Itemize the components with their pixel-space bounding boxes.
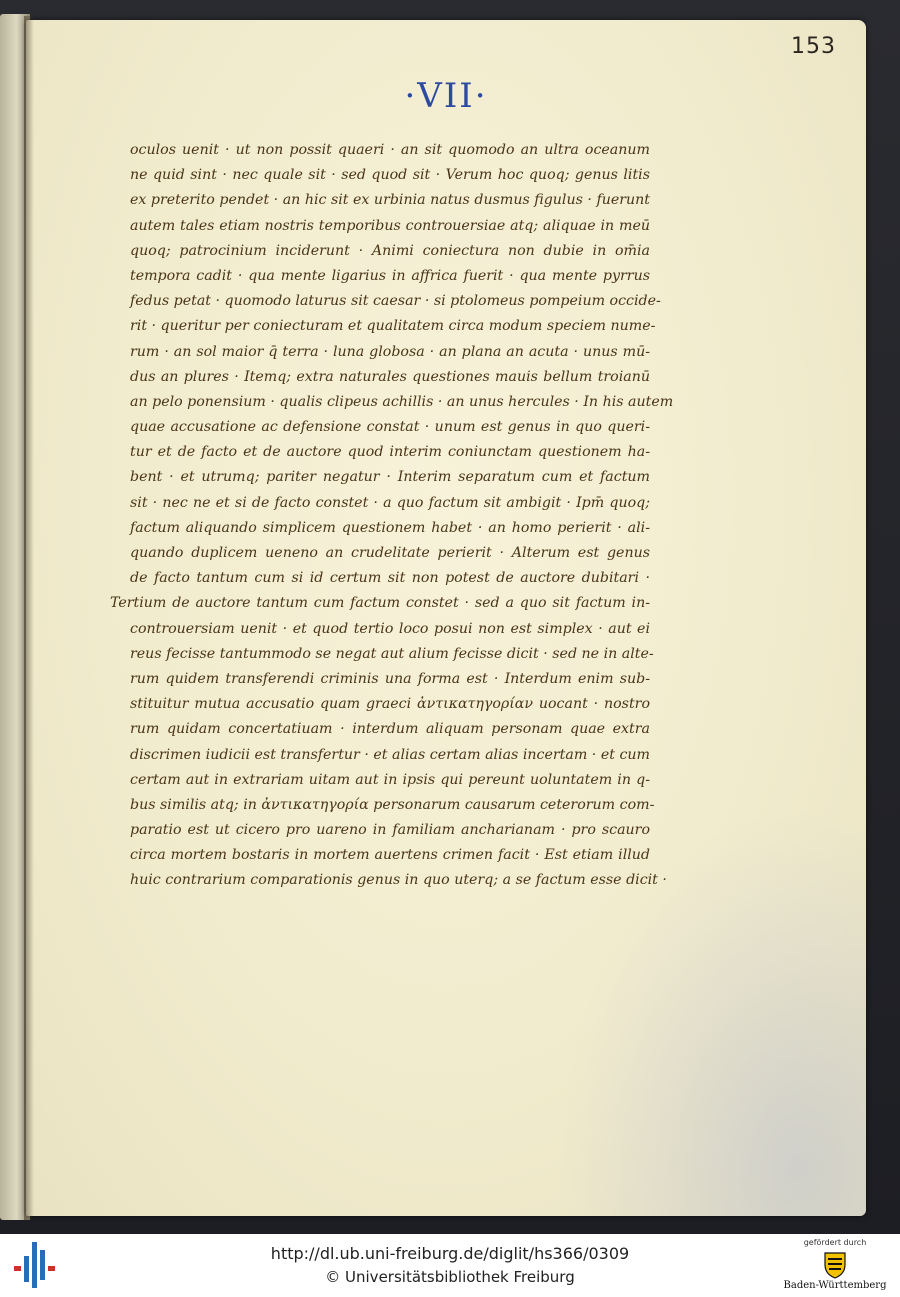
- text-line: circa mortem bostaris in mortem auertens crimen facit · Est etiam illud: [130, 847, 650, 864]
- text-line: paratio est ut cicero pro uareno in familiam ancharianam · pro scauro: [130, 822, 650, 839]
- text-line: fedus petat · quomodo laturus sit caesar · si ptolomeus pompeium occide-: [130, 293, 661, 310]
- text-line: quoq; patrocinium inciderunt · Animi coniectura non dubie in om̄ia: [130, 242, 650, 259]
- text-line: sit · nec ne et si de facto constet · a quo factum sit ambigit · Ipm̄ quoq;: [130, 494, 650, 511]
- text-line: rum quidam concertatiuam · interdum aliquam personam quae extra: [130, 721, 650, 738]
- chapter-heading: ·VII·: [404, 76, 488, 116]
- text-line: discrimen iudicii est transfertur · et alias certam alias incertam · et cum: [130, 746, 650, 763]
- sponsor-name: Baden-Württemberg: [783, 1280, 887, 1291]
- text-line: factum aliquando simplicem questionem habet · an homo perierit · ali-: [130, 519, 650, 536]
- folio-number: 153: [791, 34, 836, 59]
- text-line: reus fecisse tantummodo se negat aut alium fecisse dicit · sed ne in alte-: [130, 645, 654, 662]
- text-line: oculos uenit · ut non possit quaeri · an sit quomodo an ultra oceanum: [130, 142, 650, 158]
- text-line: an pelo ponensium · qualis clipeus achillis · an unus hercules · In his autem: [130, 393, 674, 410]
- text-line: rum quidem transferendi criminis una forma est · Interdum enim sub-: [130, 670, 650, 687]
- text-line: certam aut in extrariam uitam aut in ipsis qui pereunt uoluntatem in q-: [130, 771, 650, 788]
- text-line: dus an plures · Itemq; extra naturales questiones mauis bellum troianū: [130, 368, 650, 385]
- text-line: rum · an sol maior q̄ terra · luna globosa · an plana an acuta · unus mū-: [130, 343, 650, 360]
- sponsor-label: gefördert durch: [803, 1238, 867, 1247]
- text-line: tempora cadit · qua mente ligarius in affrica fuerit · qua mente pyrrus: [130, 267, 650, 284]
- text-line: quando duplicem ueneno an crudelitate perierit · Alterum est genus: [130, 545, 650, 561]
- binding-shadow: [24, 16, 34, 1220]
- text-line: rit · queritur per coniecturam et qualitatem circa modum speciem nume-: [130, 318, 656, 335]
- sponsor-block: [780, 1238, 890, 1291]
- viewer-footer: [0, 1234, 900, 1297]
- text-line: quae accusatione ac defensione constat · unum est genus in quo queri-: [130, 419, 650, 436]
- manuscript-text-block: [110, 138, 674, 894]
- text-line: bus similis atq; in ἀντικατηγορία personarum causarum ceterorum com-: [130, 796, 655, 813]
- copyright-notice: © Universitätsbibliothek Freiburg: [325, 1268, 575, 1286]
- text-line: ne quid sint · nec quale sit · sed quod sit · Verum hoc quoq; genus litis: [130, 167, 650, 184]
- baden-wuerttemberg-crest-icon: [820, 1249, 850, 1279]
- text-line: bent · et utrumq; pariter negatur · Interim separatum cum et factum: [130, 469, 650, 486]
- text-line: stituitur mutua accusatio quam graeci ἀντικατηγορίαν uocant · nostro: [130, 696, 650, 713]
- text-line: tur et de facto et de auctore quod interim coniunctam questionem ha-: [130, 444, 650, 461]
- text-line: autem tales etiam nostris temporibus controuersiae atq; aliquae in meū: [130, 217, 650, 234]
- manuscript-leaf: [26, 20, 866, 1216]
- text-line: controuersiam uenit · et quod tertio loco posui non est simplex · aut ei: [130, 620, 650, 637]
- text-line: Tertium de auctore tantum cum factum constet · sed a quo sit factum in-: [110, 595, 650, 612]
- text-line: ex preterito pendet · an hic sit ex urbinia natus dusmus figulus · fuerunt: [130, 192, 650, 209]
- text-line: de facto tantum cum si id certum sit non potest de auctore dubitari ·: [130, 570, 650, 587]
- text-line: huic contrarium comparationis genus in quo uterq; a se factum esse dicit ·: [130, 872, 667, 889]
- permalink-url[interactable]: http://dl.ub.uni-freiburg.de/diglit/hs366/0309: [270, 1244, 630, 1263]
